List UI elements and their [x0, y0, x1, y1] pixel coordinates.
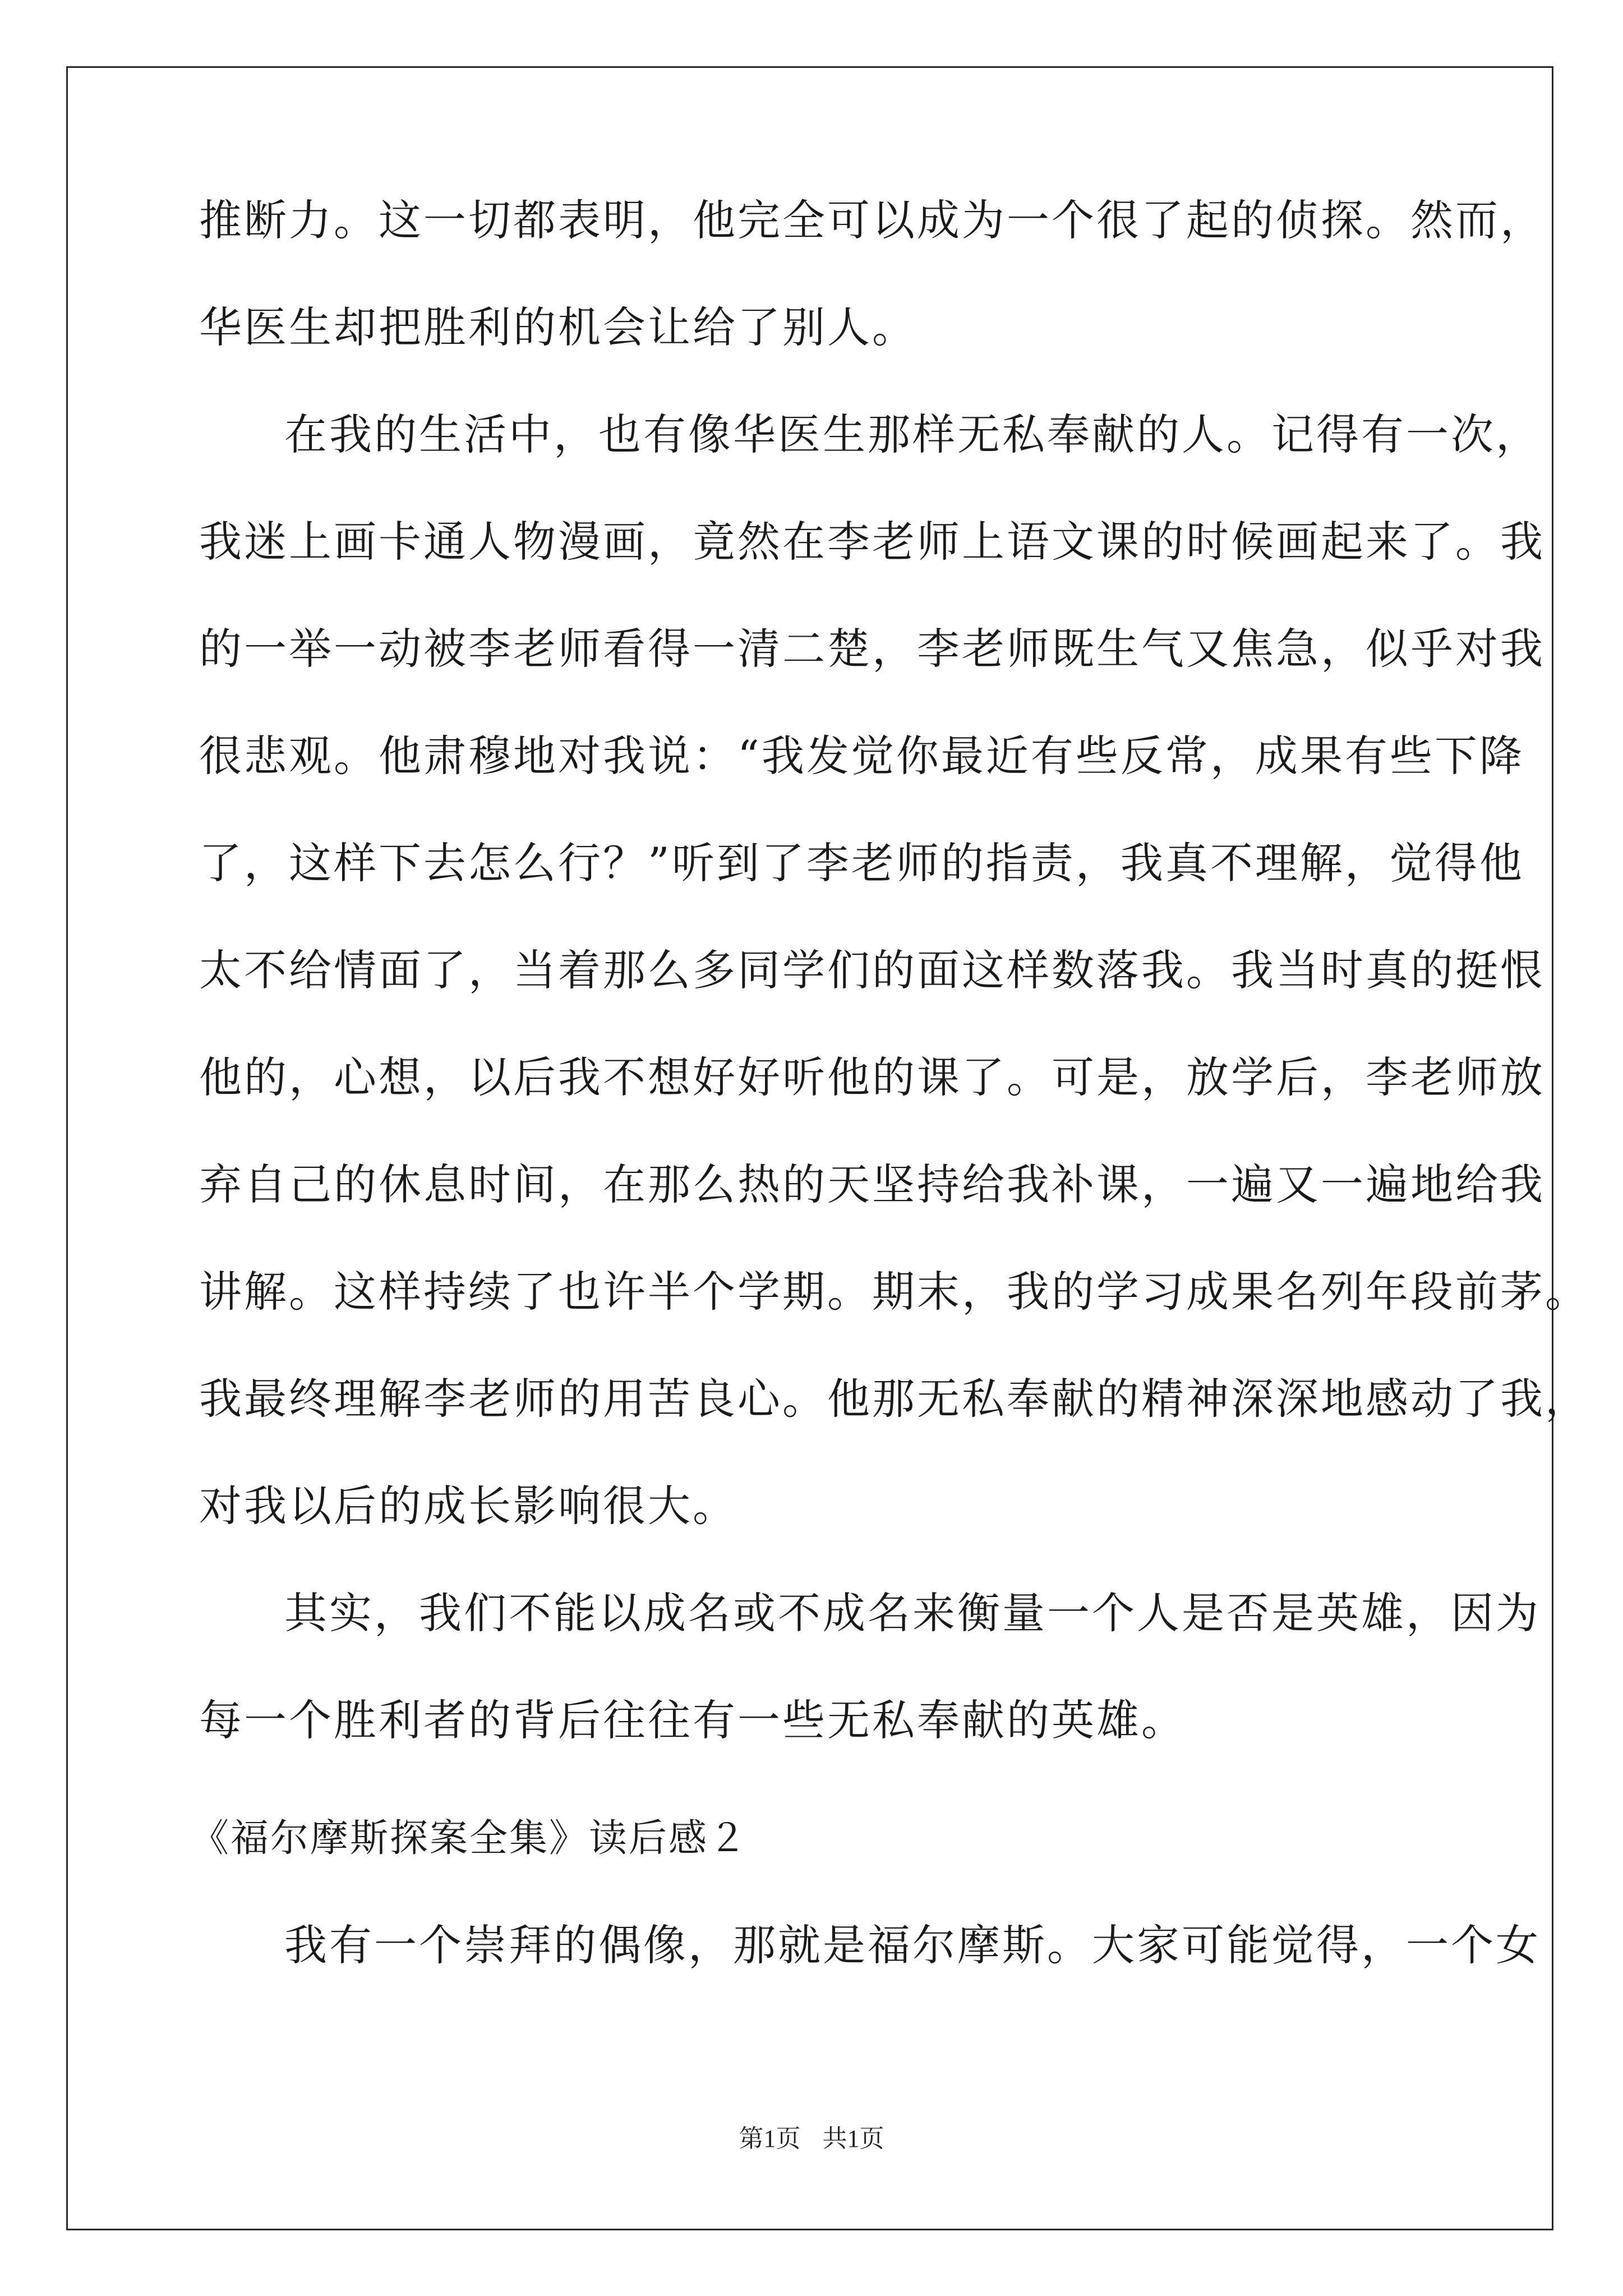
paragraph-start-line: 我有一个崇拜的偶像，那就是福尔摩斯。大家可能觉得，一个女 — [284, 1920, 1541, 1970]
text-line: 我迷上画卡通人物漫画，竟然在李老师上语文课的时候画起来了。我 — [199, 517, 1545, 567]
page-footer — [0, 2125, 1623, 2153]
text-line: 华医生却把胜利的机会让给了别人。 — [199, 302, 917, 352]
text-line: 了，这样下去怎么行？”听到了李老师的指责，我真不理解，觉得他 — [199, 838, 1524, 888]
page-number: 第1页 — [739, 2125, 801, 2152]
text-line: 讲解。这样持续了也许半个学期。期末，我的学习成果名列年段前茅。 — [199, 1267, 1590, 1317]
text-line: 推断力。这一切都表明，他完全可以成为一个很了起的侦探。然而， — [199, 195, 1545, 245]
document-body — [199, 194, 1590, 1801]
text-line: 的一举一动被李老师看得一清二楚，李老师既生气又焦急，似乎对我 — [199, 624, 1545, 674]
text-line: 太不给情面了，当着那么多同学们的面这样数落我。我当时真的挺恨 — [199, 945, 1545, 995]
text-line: 每一个胜利者的背后往往有一些无私奉献的英雄。 — [199, 1695, 1186, 1745]
section-heading: 《福尔摩斯探案全集》读后感２ — [191, 1816, 749, 1861]
text-line: 对我以后的成长影响很大。 — [199, 1481, 737, 1531]
paragraph-start-line: 其实，我们不能以成名或不成名来衡量一个人是否是英雄，因为 — [284, 1588, 1541, 1638]
text-line: 弃自己的休息时间，在那么热的天坚持给我补课，一遍又一遍地给我 — [199, 1159, 1545, 1209]
text-line: 我最终理解李老师的用苦良心。他那无私奉献的精神深深地感动了我， — [199, 1374, 1590, 1424]
text-line: 很悲观。他肃穆地对我说：“我发觉你最近有些反常，成果有些下降 — [199, 731, 1524, 781]
paragraph-start-line: 在我的生活中，也有像华医生那样无私奉献的人。记得有一次， — [284, 409, 1541, 459]
page-total: 共1页 — [822, 2125, 884, 2152]
text-line: 他的，心想，以后我不想好好听他的课了。可是，放学后，李老师放 — [199, 1052, 1545, 1102]
section-body — [199, 1918, 1541, 2026]
